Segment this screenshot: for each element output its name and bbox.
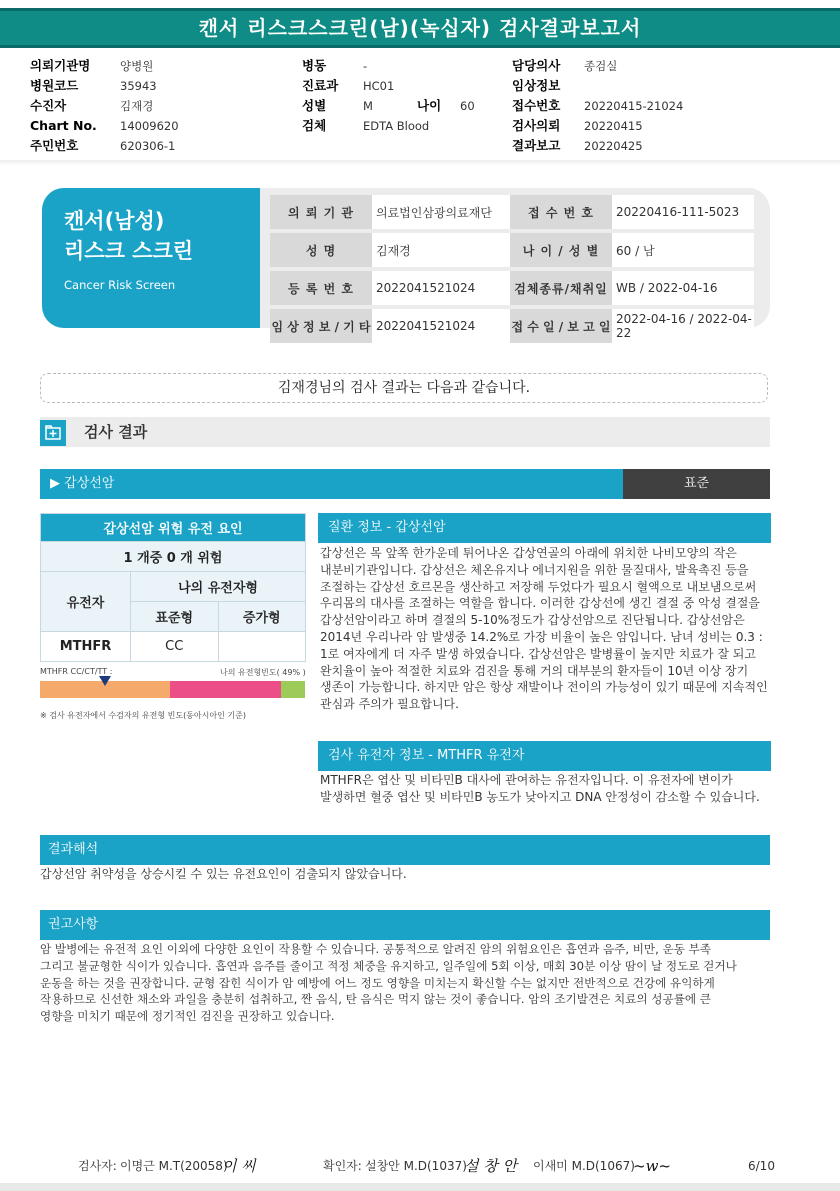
disease-info-header: 질환 정보 - 갑상선암 <box>318 513 771 543</box>
info-label: 접수번호 <box>512 98 561 113</box>
text-line: MTHFR은 엽산 및 비타민B 대사에 관여하는 유전자입니다. 이 유전자에 변이가 <box>320 773 733 787</box>
text-line: 발생하면 혈중 엽산 및 비타민B 농도가 낮아지고 DNA 안정성이 감소할 수 있습니다. <box>320 789 760 804</box>
report-title: 캔서 리스크스크린(남)(녹십자) 검사결과보고서 <box>0 8 840 48</box>
info-value: 620306-1 <box>120 139 176 153</box>
recommendation-header: 권고사항 <box>40 910 770 940</box>
banner-value: WB / 2022-04-16 <box>612 271 754 305</box>
gene-info-header: 검사 유전자 정보 - MTHFR 유전자 <box>318 741 771 771</box>
header-separator <box>0 160 840 166</box>
banner-value: 2022-04-16 / 2022-04-22 <box>612 309 754 343</box>
info-value: - <box>363 59 368 73</box>
gene-info-text <box>320 772 772 806</box>
banner-label: 성 명 <box>270 233 372 267</box>
frequency-left-label: MTHFR CC/CT/TT : <box>40 667 113 676</box>
info-column-2 <box>302 56 475 136</box>
info-value: EDTA Blood <box>363 119 430 133</box>
category-status-badge: 표준 <box>623 469 770 499</box>
bottom-border <box>0 1183 840 1191</box>
text-line: 조절하는 갑상선 호르몬을 생산하고 저장해 두었다가 필요시 혈액으로 내보냄으로써 <box>320 579 757 594</box>
info-label: 수진자 <box>30 98 67 113</box>
banner-row <box>270 195 754 229</box>
text-line: 1로 여자에게 더 자주 발생 하였습니다. 갑상선암은 발병률이 높지만 치료가 잘 되고 <box>320 646 756 661</box>
info-label: 병동 <box>302 58 327 73</box>
info-label: 검사의뢰 <box>512 118 561 133</box>
banner-value: 2022041521024 <box>372 271 510 305</box>
info-value: 20220425 <box>584 139 643 153</box>
text-line: 갑상선은 목 앞쪽 한가운데 튀어나온 갑상연골의 아래에 위치한 나비모양의 작은 <box>320 546 737 560</box>
banner-row <box>270 271 754 305</box>
banner-value: 60 / 남 <box>612 233 754 267</box>
text-line: 우리몸의 대사를 조절하는 역할을 합니다. 이러한 갑상선에 생긴 결절 중 악성 결절을 <box>320 596 760 611</box>
risk-factor-table <box>40 513 306 662</box>
info-column-1 <box>30 56 179 156</box>
disease-info-text <box>320 545 772 713</box>
banner-row <box>270 309 754 343</box>
text-line: 생존이 가능합니다. 하지만 암은 항상 재발이나 전이의 가능성이 있기 때문에 지속적인 <box>320 680 768 695</box>
text-line: 그리고 불균형한 식이가 있습니다. 흡연과 음주를 줄이고 적정 체중을 유지하고, 일주일에 5회 이상, 매회 30분 이상 땀이 날 정도로 걷거나 <box>40 958 737 973</box>
info-label: 나이 <box>417 98 442 113</box>
confirmer1-signature: 설 창 안 <box>464 1157 518 1175</box>
category-name: ▶ 갑상선암 <box>50 476 115 491</box>
text-line: 관심과 주의가 필요합니다. <box>320 697 459 712</box>
info-label: 의뢰기관명 <box>30 58 91 73</box>
banner-title-line1: 캔서(남성) <box>64 209 165 233</box>
frequency-segment <box>170 681 281 698</box>
frequency-marker-icon <box>99 676 111 686</box>
info-value: 60 <box>460 99 475 113</box>
info-value: 양병원 <box>120 59 154 73</box>
intro-message: 김재경님의 검사 결과는 다음과 같습니다. <box>40 373 768 403</box>
text-line: 내분비기관입니다. 갑상선은 체온유지나 에너지원을 위한 물질대사, 발육촉진 등을 <box>320 562 749 577</box>
banner-value: 2022041521024 <box>372 309 510 343</box>
info-label: 병원코드 <box>30 78 79 93</box>
confirmer2-name: 이새미 M.D(1067) <box>533 1159 635 1173</box>
info-label: Chart No. <box>30 118 97 133</box>
text-line: 운동을 하는 것을 권장합니다. 균형 잡힌 식이가 암 예방에 어느 정도 영향을 미치는지 확신할 수는 없지만 전반적으로 건강에 유익하게 <box>40 975 715 990</box>
text-line: 완치율이 높아 적절한 치료와 검진을 통해 거의 대부분의 환자들이 10년 이상 장기 <box>320 663 749 678</box>
banner-label: 나 이 / 성 별 <box>510 233 612 267</box>
confirmer2-signature: ~w~ <box>633 1157 671 1175</box>
interpretation-text: 갑상선암 취약성을 상승시킬 수 있는 유전요인이 검출되지 않았습니다. <box>40 867 407 881</box>
text-line: 작용하므로 신선한 채소와 과일을 충분히 섭취하고, 짠 음식, 탄 음식은 먹지 않는 것이 좋습니다. 암의 조기발견은 치료의 성공률에 큰 <box>40 992 711 1007</box>
banner-row <box>270 233 754 267</box>
banner-label: 등 록 번 호 <box>270 271 372 305</box>
report-banner <box>42 188 770 340</box>
tester-name: 이명근 M.T(20058) <box>120 1159 228 1173</box>
info-label: 임상정보 <box>512 78 561 93</box>
gene-column-header: 유전자 <box>41 572 131 632</box>
section-title: 검사 결과 <box>84 423 148 441</box>
confirmer-label: 확인자: <box>323 1159 362 1173</box>
info-label: 성별 <box>302 98 327 113</box>
frequency-right-label: 나의 유전형빈도( 49% ) <box>220 668 306 677</box>
banner-label: 접 수 번 호 <box>510 195 612 229</box>
banner-value: 의료법인삼광의료재단 <box>372 195 510 229</box>
frequency-segment <box>281 681 305 698</box>
my-genotype-header: 나의 유전자형 <box>131 572 306 602</box>
section-header <box>40 417 770 447</box>
interpretation-header: 결과해석 <box>40 835 770 865</box>
info-label: 결과보고 <box>512 138 561 153</box>
banner-label: 검체종류/채취일 <box>510 271 612 305</box>
banner-value: 김재경 <box>372 233 510 267</box>
info-value: 김재경 <box>120 99 154 113</box>
text-line: 암 발병에는 유전적 요인 이외에 다양한 요인이 작용할 수 있습니다. 공통적으로 알려진 암의 위험요인은 흡연과 음주, 비만, 운동 부족 <box>40 942 711 956</box>
banner-title-line2: 리스크 스크린 <box>64 239 194 263</box>
info-label: 담당의사 <box>512 58 561 73</box>
banner-label: 접 수 일 / 보 고 일 <box>510 309 612 343</box>
folder-plus-icon <box>40 420 66 446</box>
confirmer1-name: 설창안 M.D(1037) <box>365 1159 467 1173</box>
gene-name: MTHFR <box>41 632 131 662</box>
risk-summary: 1 개중 0 개 위험 <box>41 542 306 572</box>
info-value: HC01 <box>363 79 395 93</box>
text-line: 영향을 미치기 때문에 정기적인 검진을 권장하고 있습니다. <box>40 1009 335 1024</box>
banner-subtitle: Cancer Risk Screen <box>64 278 176 292</box>
text-line: 갑상선암이라고 하며 결절의 5-10%정도가 갑상선암으로 진단됩니다. 갑상선암은 <box>320 613 745 628</box>
tester-label: 검사자: <box>78 1159 117 1173</box>
standard-type-header: 표준형 <box>131 602 219 632</box>
gene-increased-value <box>218 632 306 662</box>
info-label: 진료과 <box>302 78 339 93</box>
info-value: 종검실 <box>584 59 618 73</box>
frequency-bar <box>40 681 305 698</box>
page-number: 6/10 <box>748 1159 775 1173</box>
info-value: 20220415 <box>584 119 643 133</box>
info-value: 14009620 <box>120 119 179 133</box>
gene-standard-value: CC <box>131 632 219 662</box>
banner-label: 임 상 정 보 / 기 타 <box>270 309 372 343</box>
banner-title-block <box>42 188 260 328</box>
info-label: 검체 <box>302 118 327 133</box>
info-value: 35943 <box>120 79 157 93</box>
info-value: 20220415-21024 <box>584 99 684 113</box>
frequency-note: ※ 검사 유전자에서 수검자의 유전형 빈도(동아시아인 기준) <box>40 711 246 720</box>
increased-type-header: 증가형 <box>218 602 306 632</box>
text-line: 2014년 우리나라 암 발생중 14.2%로 가장 비율이 높은 암입니다. 남녀 성비는 0.3 : <box>320 629 763 644</box>
banner-value: 20220416-111-5023 <box>612 195 754 229</box>
info-label: 주민번호 <box>30 138 79 153</box>
tester-signature: 이 씨 <box>222 1157 256 1175</box>
info-column-3 <box>512 56 683 156</box>
category-bar <box>40 469 770 499</box>
recommendation-text <box>40 941 775 1025</box>
banner-label: 의 뢰 기 관 <box>270 195 372 229</box>
info-value: M <box>363 99 373 113</box>
risk-table-header: 갑상선암 위험 유전 요인 <box>41 514 306 542</box>
